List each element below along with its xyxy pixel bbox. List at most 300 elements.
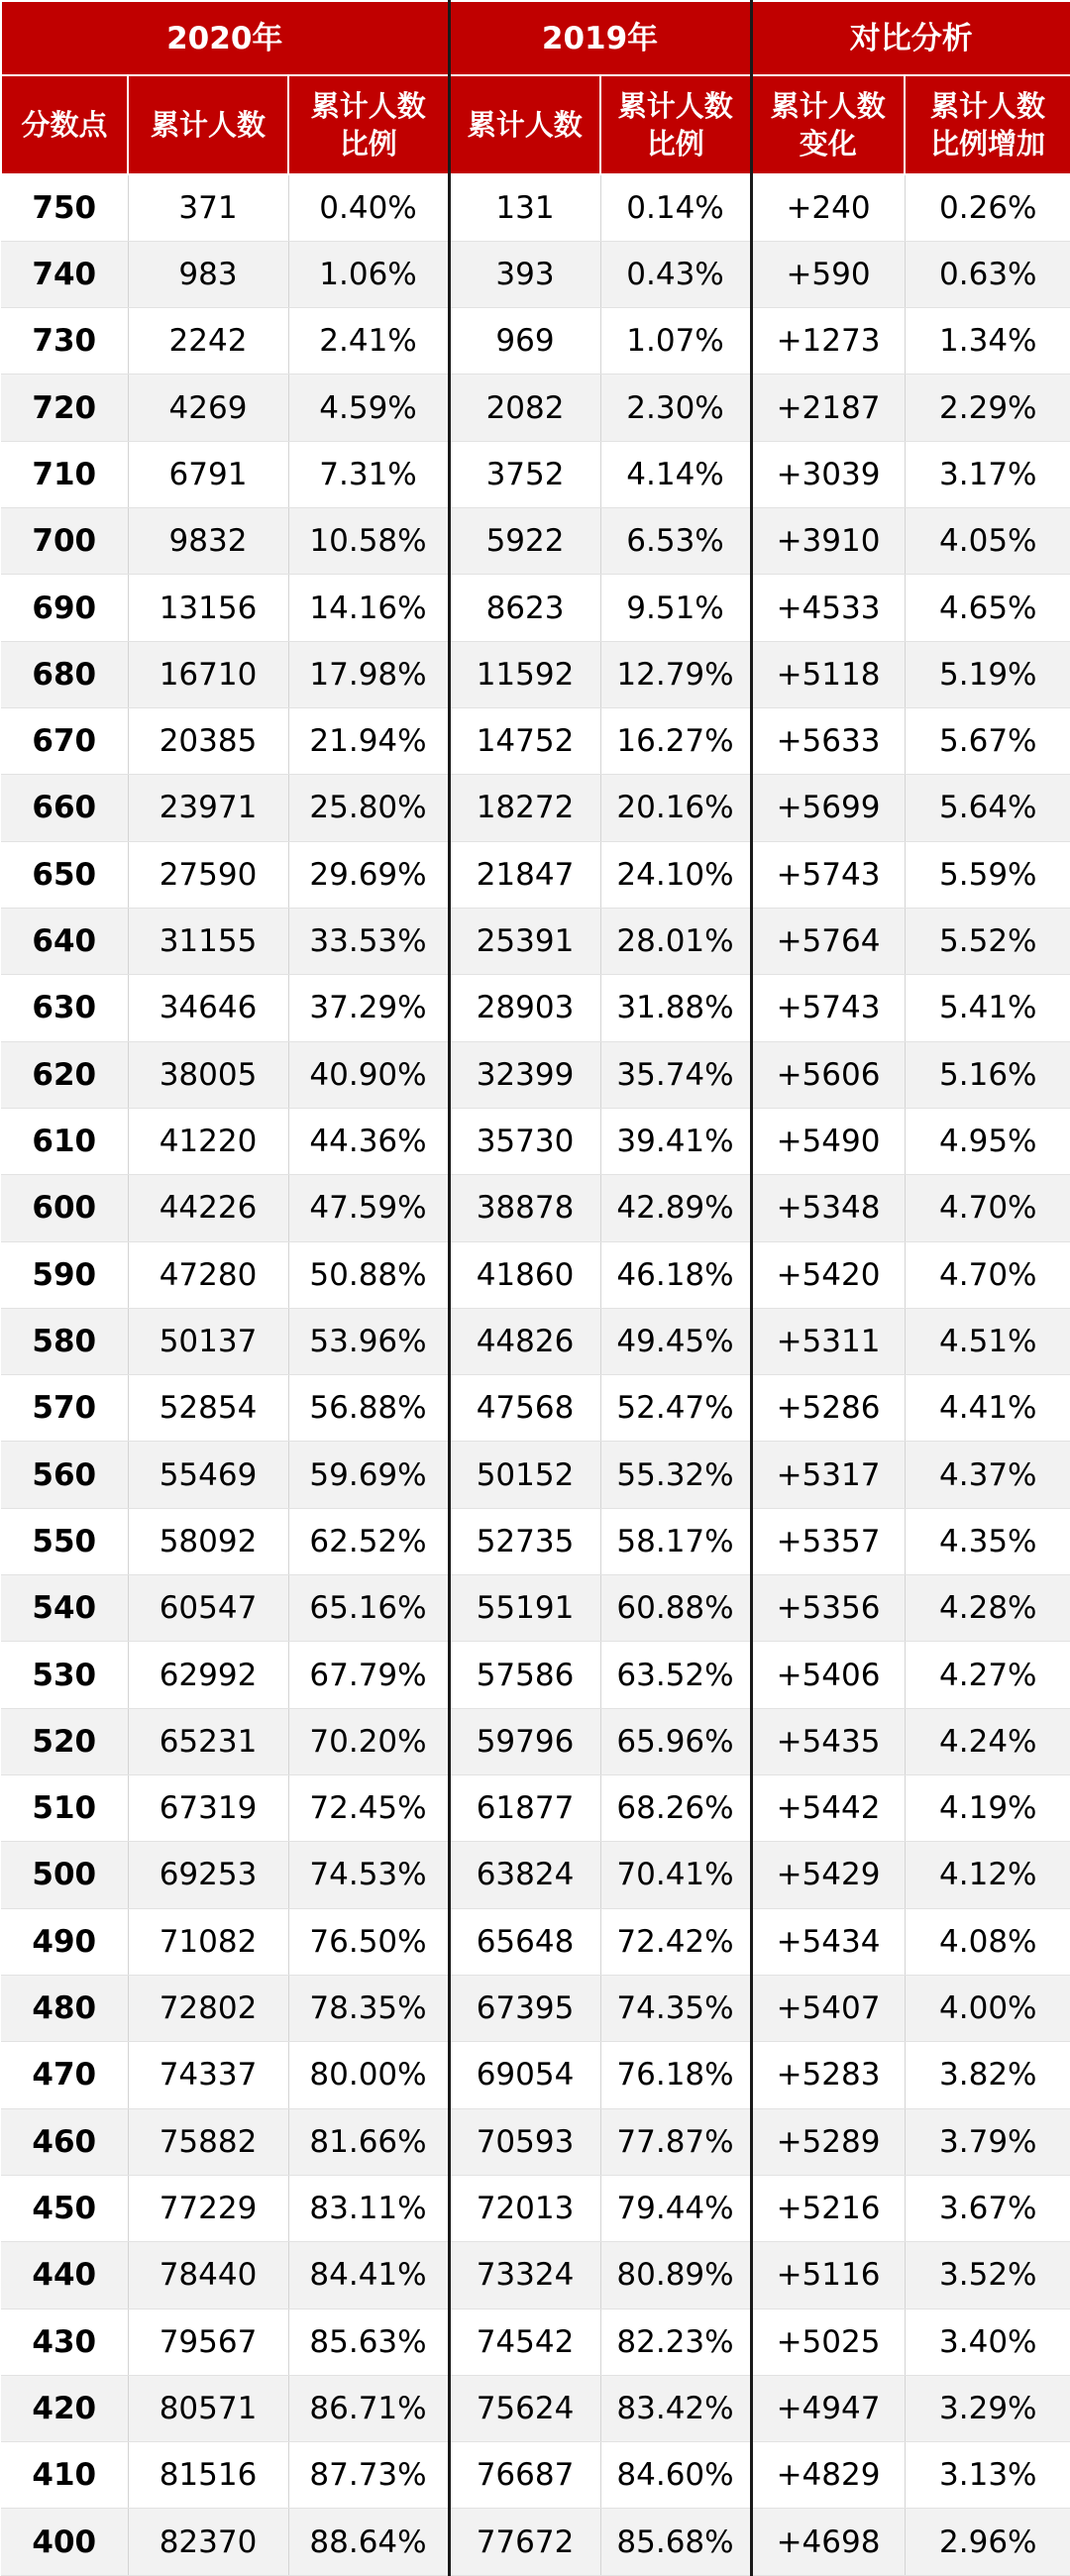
score-cell: 600 xyxy=(1,1175,128,1241)
table-row xyxy=(1,1575,1070,1642)
count-change-cell: +5406 xyxy=(751,1642,905,1708)
count-2020-cell: 4269 xyxy=(128,375,288,441)
group-header-2019: 2019年 xyxy=(449,1,751,75)
ratio-2019-cell: 63.52% xyxy=(600,1642,751,1708)
col-header-count-change xyxy=(751,75,905,174)
table-row xyxy=(1,2308,1070,2375)
count-2020-cell: 58092 xyxy=(128,1508,288,1574)
count-2020-cell: 75882 xyxy=(128,2108,288,2175)
count-change-cell: +5442 xyxy=(751,1775,905,1842)
column-header-row xyxy=(1,75,1070,174)
score-cell: 710 xyxy=(1,441,128,507)
count-2019-cell: 72013 xyxy=(449,2175,600,2241)
score-cell: 440 xyxy=(1,2242,128,2308)
col-header-ratio-2020-line1: 累计人数 xyxy=(310,89,426,123)
ratio-2020-cell: 17.98% xyxy=(288,641,449,707)
score-cell: 740 xyxy=(1,241,128,307)
count-2020-cell: 65231 xyxy=(128,1708,288,1774)
count-change-cell: +5286 xyxy=(751,1375,905,1442)
col-header-ratio-increase-line1: 累计人数 xyxy=(930,89,1046,123)
count-change-cell: +5434 xyxy=(751,1908,905,1975)
ratio-increase-cell: 3.67% xyxy=(905,2175,1070,2241)
ratio-2020-cell: 37.29% xyxy=(288,975,449,1041)
ratio-2019-cell: 0.14% xyxy=(600,174,751,241)
table-row xyxy=(1,375,1070,441)
count-2019-cell: 18272 xyxy=(449,775,600,841)
count-2019-cell: 3752 xyxy=(449,441,600,507)
ratio-2019-cell: 1.07% xyxy=(600,308,751,375)
col-header-ratio-increase xyxy=(905,75,1070,174)
count-2019-cell: 74542 xyxy=(449,2308,600,2375)
table-row xyxy=(1,441,1070,507)
count-2019-cell: 69054 xyxy=(449,2042,600,2108)
ratio-2019-cell: 85.68% xyxy=(600,2509,751,2576)
ratio-2020-cell: 85.63% xyxy=(288,2308,449,2375)
ratio-2019-cell: 55.32% xyxy=(600,1442,751,1508)
count-2020-cell: 82370 xyxy=(128,2509,288,2576)
ratio-increase-cell: 3.13% xyxy=(905,2442,1070,2509)
score-cell: 680 xyxy=(1,641,128,707)
count-2020-cell: 72802 xyxy=(128,1975,288,2041)
score-cell: 510 xyxy=(1,1775,128,1842)
ratio-2019-cell: 0.43% xyxy=(600,241,751,307)
ratio-2020-cell: 56.88% xyxy=(288,1375,449,1442)
count-2020-cell: 31155 xyxy=(128,908,288,974)
ratio-2019-cell: 58.17% xyxy=(600,1508,751,1574)
count-change-cell: +5407 xyxy=(751,1975,905,2041)
col-header-ratio-2019-line1: 累计人数 xyxy=(617,89,733,123)
count-2019-cell: 59796 xyxy=(449,1708,600,1774)
ratio-2019-cell: 74.35% xyxy=(600,1975,751,2041)
count-2019-cell: 70593 xyxy=(449,2108,600,2175)
table-row xyxy=(1,1108,1070,1174)
group-header-2020: 2020年 xyxy=(1,1,449,75)
count-change-cell: +2187 xyxy=(751,375,905,441)
count-2019-cell: 41860 xyxy=(449,1241,600,1308)
count-2019-cell: 50152 xyxy=(449,1442,600,1508)
count-2020-cell: 71082 xyxy=(128,1908,288,1975)
ratio-increase-cell: 4.12% xyxy=(905,1842,1070,1908)
ratio-2019-cell: 9.51% xyxy=(600,575,751,641)
count-2020-cell: 81516 xyxy=(128,2442,288,2509)
table-row xyxy=(1,1041,1070,1108)
table-row xyxy=(1,2175,1070,2241)
ratio-increase-cell: 5.19% xyxy=(905,641,1070,707)
ratio-2019-cell: 24.10% xyxy=(600,841,751,908)
ratio-2020-cell: 70.20% xyxy=(288,1708,449,1774)
score-cell: 630 xyxy=(1,975,128,1041)
count-2019-cell: 57586 xyxy=(449,1642,600,1708)
score-cell: 540 xyxy=(1,1575,128,1642)
score-cell: 530 xyxy=(1,1642,128,1708)
ratio-increase-cell: 4.37% xyxy=(905,1442,1070,1508)
table-row xyxy=(1,2442,1070,2509)
count-change-cell: +3910 xyxy=(751,508,905,575)
ratio-increase-cell: 3.29% xyxy=(905,2375,1070,2441)
count-2020-cell: 52854 xyxy=(128,1375,288,1442)
score-cell: 460 xyxy=(1,2108,128,2175)
score-cell: 520 xyxy=(1,1708,128,1774)
col-header-ratio-2020-line2: 比例 xyxy=(339,127,397,161)
table-body xyxy=(1,174,1070,2576)
score-cell: 730 xyxy=(1,308,128,375)
ratio-2020-cell: 80.00% xyxy=(288,2042,449,2108)
count-2020-cell: 78440 xyxy=(128,2242,288,2308)
count-change-cell: +5317 xyxy=(751,1442,905,1508)
table-row xyxy=(1,1508,1070,1574)
ratio-2019-cell: 4.14% xyxy=(600,441,751,507)
count-2020-cell: 74337 xyxy=(128,2042,288,2108)
count-change-cell: +4829 xyxy=(751,2442,905,2509)
ratio-increase-cell: 4.24% xyxy=(905,1708,1070,1774)
ratio-2020-cell: 67.79% xyxy=(288,1642,449,1708)
table-row xyxy=(1,1975,1070,2041)
count-2020-cell: 50137 xyxy=(128,1308,288,1374)
count-2019-cell: 75624 xyxy=(449,2375,600,2441)
count-change-cell: +5633 xyxy=(751,708,905,775)
ratio-2020-cell: 65.16% xyxy=(288,1575,449,1642)
count-2020-cell: 9832 xyxy=(128,508,288,575)
count-2020-cell: 20385 xyxy=(128,708,288,775)
ratio-increase-cell: 3.40% xyxy=(905,2308,1070,2375)
score-cell: 500 xyxy=(1,1842,128,1908)
table-row xyxy=(1,775,1070,841)
count-2020-cell: 34646 xyxy=(128,975,288,1041)
score-cell: 750 xyxy=(1,174,128,241)
ratio-2019-cell: 77.87% xyxy=(600,2108,751,2175)
score-cell: 690 xyxy=(1,575,128,641)
ratio-2019-cell: 6.53% xyxy=(600,508,751,575)
ratio-increase-cell: 3.79% xyxy=(905,2108,1070,2175)
score-cell: 490 xyxy=(1,1908,128,1975)
count-change-cell: +5116 xyxy=(751,2242,905,2308)
ratio-2020-cell: 33.53% xyxy=(288,908,449,974)
score-cell: 650 xyxy=(1,841,128,908)
count-2019-cell: 2082 xyxy=(449,375,600,441)
score-cell: 420 xyxy=(1,2375,128,2441)
ratio-2020-cell: 84.41% xyxy=(288,2242,449,2308)
count-change-cell: +5348 xyxy=(751,1175,905,1241)
count-2019-cell: 44826 xyxy=(449,1308,600,1374)
score-cell: 410 xyxy=(1,2442,128,2509)
ratio-increase-cell: 5.16% xyxy=(905,1041,1070,1108)
count-2020-cell: 41220 xyxy=(128,1108,288,1174)
table-row xyxy=(1,508,1070,575)
ratio-2020-cell: 74.53% xyxy=(288,1842,449,1908)
ratio-2020-cell: 21.94% xyxy=(288,708,449,775)
count-2019-cell: 55191 xyxy=(449,1575,600,1642)
ratio-2020-cell: 81.66% xyxy=(288,2108,449,2175)
table-row xyxy=(1,975,1070,1041)
ratio-2019-cell: 68.26% xyxy=(600,1775,751,1842)
score-cell: 590 xyxy=(1,1241,128,1308)
ratio-increase-cell: 4.35% xyxy=(905,1508,1070,1574)
ratio-2020-cell: 7.31% xyxy=(288,441,449,507)
count-2020-cell: 23971 xyxy=(128,775,288,841)
count-2019-cell: 47568 xyxy=(449,1375,600,1442)
ratio-2019-cell: 35.74% xyxy=(600,1041,751,1108)
ratio-increase-cell: 4.51% xyxy=(905,1308,1070,1374)
count-change-cell: +590 xyxy=(751,241,905,307)
table-row xyxy=(1,1775,1070,1842)
count-2020-cell: 2242 xyxy=(128,308,288,375)
count-change-cell: +1273 xyxy=(751,308,905,375)
col-header-ratio-increase-line2: 比例增加 xyxy=(930,127,1046,161)
score-cell: 620 xyxy=(1,1041,128,1108)
count-2019-cell: 11592 xyxy=(449,641,600,707)
count-change-cell: +5743 xyxy=(751,841,905,908)
ratio-2020-cell: 72.45% xyxy=(288,1775,449,1842)
ratio-increase-cell: 1.34% xyxy=(905,308,1070,375)
ratio-increase-cell: 5.52% xyxy=(905,908,1070,974)
table-row xyxy=(1,1375,1070,1442)
ratio-2019-cell: 28.01% xyxy=(600,908,751,974)
ratio-2020-cell: 47.59% xyxy=(288,1175,449,1241)
table-row xyxy=(1,575,1070,641)
ratio-increase-cell: 4.27% xyxy=(905,1642,1070,1708)
col-header-count-2020: 累计人数 xyxy=(128,75,288,174)
ratio-2020-cell: 62.52% xyxy=(288,1508,449,1574)
count-change-cell: +5490 xyxy=(751,1108,905,1174)
ratio-2020-cell: 87.73% xyxy=(288,2442,449,2509)
count-change-cell: +5025 xyxy=(751,2308,905,2375)
table-row xyxy=(1,708,1070,775)
table-row xyxy=(1,1842,1070,1908)
score-cell: 580 xyxy=(1,1308,128,1374)
ratio-increase-cell: 0.26% xyxy=(905,174,1070,241)
score-cell: 610 xyxy=(1,1108,128,1174)
ratio-2020-cell: 86.71% xyxy=(288,2375,449,2441)
count-2020-cell: 62992 xyxy=(128,1642,288,1708)
ratio-2020-cell: 53.96% xyxy=(288,1308,449,1374)
count-2019-cell: 32399 xyxy=(449,1041,600,1108)
table-row xyxy=(1,174,1070,241)
count-2019-cell: 76687 xyxy=(449,2442,600,2509)
count-2020-cell: 13156 xyxy=(128,575,288,641)
ratio-2020-cell: 50.88% xyxy=(288,1241,449,1308)
table-row xyxy=(1,1442,1070,1508)
ratio-2020-cell: 4.59% xyxy=(288,375,449,441)
count-2019-cell: 61877 xyxy=(449,1775,600,1842)
ratio-2019-cell: 76.18% xyxy=(600,2042,751,2108)
count-2020-cell: 67319 xyxy=(128,1775,288,1842)
count-2020-cell: 47280 xyxy=(128,1241,288,1308)
col-header-ratio-2020 xyxy=(288,75,449,174)
count-2020-cell: 6791 xyxy=(128,441,288,507)
table-row xyxy=(1,2375,1070,2441)
table-row xyxy=(1,1308,1070,1374)
count-2020-cell: 77229 xyxy=(128,2175,288,2241)
count-change-cell: +5356 xyxy=(751,1575,905,1642)
count-2020-cell: 69253 xyxy=(128,1842,288,1908)
count-2020-cell: 60547 xyxy=(128,1575,288,1642)
group-header-compare: 对比分析 xyxy=(751,1,1070,75)
ratio-increase-cell: 2.29% xyxy=(905,375,1070,441)
count-change-cell: +5311 xyxy=(751,1308,905,1374)
count-2019-cell: 67395 xyxy=(449,1975,600,2041)
ratio-2019-cell: 80.89% xyxy=(600,2242,751,2308)
score-cell: 480 xyxy=(1,1975,128,2041)
ratio-2020-cell: 14.16% xyxy=(288,575,449,641)
count-2019-cell: 77672 xyxy=(449,2509,600,2576)
score-cell: 720 xyxy=(1,375,128,441)
col-header-ratio-2019 xyxy=(600,75,751,174)
count-change-cell: +5743 xyxy=(751,975,905,1041)
ratio-2019-cell: 12.79% xyxy=(600,641,751,707)
count-change-cell: +5118 xyxy=(751,641,905,707)
ratio-2019-cell: 46.18% xyxy=(600,1241,751,1308)
ratio-2020-cell: 29.69% xyxy=(288,841,449,908)
count-2020-cell: 38005 xyxy=(128,1041,288,1108)
score-cell: 570 xyxy=(1,1375,128,1442)
ratio-increase-cell: 2.96% xyxy=(905,2509,1070,2576)
count-2019-cell: 393 xyxy=(449,241,600,307)
table-row xyxy=(1,1175,1070,1241)
count-2020-cell: 44226 xyxy=(128,1175,288,1241)
count-2019-cell: 52735 xyxy=(449,1508,600,1574)
ratio-2019-cell: 72.42% xyxy=(600,1908,751,1975)
table-row xyxy=(1,241,1070,307)
count-change-cell: +5699 xyxy=(751,775,905,841)
col-header-count-change-line2: 变化 xyxy=(799,127,857,161)
score-cell: 640 xyxy=(1,908,128,974)
count-change-cell: +5289 xyxy=(751,2108,905,2175)
ratio-2020-cell: 25.80% xyxy=(288,775,449,841)
ratio-2019-cell: 82.23% xyxy=(600,2308,751,2375)
count-2019-cell: 63824 xyxy=(449,1842,600,1908)
count-change-cell: +5435 xyxy=(751,1708,905,1774)
count-2020-cell: 983 xyxy=(128,241,288,307)
ratio-2019-cell: 52.47% xyxy=(600,1375,751,1442)
ratio-increase-cell: 3.17% xyxy=(905,441,1070,507)
count-change-cell: +5764 xyxy=(751,908,905,974)
ratio-increase-cell: 5.59% xyxy=(905,841,1070,908)
count-2019-cell: 8623 xyxy=(449,575,600,641)
group-header-row xyxy=(1,1,1070,75)
table-row xyxy=(1,1642,1070,1708)
ratio-increase-cell: 4.70% xyxy=(905,1241,1070,1308)
count-2020-cell: 55469 xyxy=(128,1442,288,1508)
ratio-increase-cell: 4.65% xyxy=(905,575,1070,641)
ratio-increase-cell: 4.70% xyxy=(905,1175,1070,1241)
ratio-2020-cell: 40.90% xyxy=(288,1041,449,1108)
table-row xyxy=(1,641,1070,707)
count-2020-cell: 80571 xyxy=(128,2375,288,2441)
ratio-increase-cell: 4.05% xyxy=(905,508,1070,575)
count-2019-cell: 14752 xyxy=(449,708,600,775)
ratio-increase-cell: 4.28% xyxy=(905,1575,1070,1642)
col-header-count-change-line1: 累计人数 xyxy=(770,89,886,123)
ratio-increase-cell: 4.00% xyxy=(905,1975,1070,2041)
ratio-2019-cell: 83.42% xyxy=(600,2375,751,2441)
ratio-2019-cell: 60.88% xyxy=(600,1575,751,1642)
count-2019-cell: 131 xyxy=(449,174,600,241)
ratio-2020-cell: 78.35% xyxy=(288,1975,449,2041)
count-change-cell: +5606 xyxy=(751,1041,905,1108)
score-cell: 550 xyxy=(1,1508,128,1574)
ratio-2020-cell: 83.11% xyxy=(288,2175,449,2241)
count-2019-cell: 73324 xyxy=(449,2242,600,2308)
ratio-increase-cell: 5.41% xyxy=(905,975,1070,1041)
ratio-2020-cell: 0.40% xyxy=(288,174,449,241)
table-row xyxy=(1,1241,1070,1308)
ratio-2020-cell: 88.64% xyxy=(288,2509,449,2576)
ratio-2020-cell: 76.50% xyxy=(288,1908,449,1975)
ratio-increase-cell: 3.82% xyxy=(905,2042,1070,2108)
ratio-2020-cell: 59.69% xyxy=(288,1442,449,1508)
count-2019-cell: 35730 xyxy=(449,1108,600,1174)
count-2020-cell: 27590 xyxy=(128,841,288,908)
count-change-cell: +5357 xyxy=(751,1508,905,1574)
score-cell: 560 xyxy=(1,1442,128,1508)
count-change-cell: +5420 xyxy=(751,1241,905,1308)
ratio-increase-cell: 5.64% xyxy=(905,775,1070,841)
count-change-cell: +240 xyxy=(751,174,905,241)
ratio-2019-cell: 31.88% xyxy=(600,975,751,1041)
col-header-score: 分数点 xyxy=(1,75,128,174)
ratio-increase-cell: 4.19% xyxy=(905,1775,1070,1842)
score-cell: 430 xyxy=(1,2308,128,2375)
ratio-2019-cell: 16.27% xyxy=(600,708,751,775)
ratio-increase-cell: 4.08% xyxy=(905,1908,1070,1975)
count-change-cell: +4698 xyxy=(751,2509,905,2576)
table-row xyxy=(1,2509,1070,2576)
table-row xyxy=(1,1708,1070,1774)
table-row xyxy=(1,2108,1070,2175)
col-header-count-2019: 累计人数 xyxy=(449,75,600,174)
count-change-cell: +3039 xyxy=(751,441,905,507)
count-change-cell: +4947 xyxy=(751,2375,905,2441)
count-change-cell: +4533 xyxy=(751,575,905,641)
count-2020-cell: 79567 xyxy=(128,2308,288,2375)
ratio-increase-cell: 0.63% xyxy=(905,241,1070,307)
count-2019-cell: 969 xyxy=(449,308,600,375)
count-2020-cell: 371 xyxy=(128,174,288,241)
score-cell: 660 xyxy=(1,775,128,841)
ratio-2019-cell: 84.60% xyxy=(600,2442,751,2509)
ratio-2019-cell: 70.41% xyxy=(600,1842,751,1908)
score-cell: 700 xyxy=(1,508,128,575)
count-2019-cell: 65648 xyxy=(449,1908,600,1975)
col-header-ratio-2019-line2: 比例 xyxy=(646,127,704,161)
count-2019-cell: 25391 xyxy=(449,908,600,974)
table-row xyxy=(1,841,1070,908)
ratio-2019-cell: 39.41% xyxy=(600,1108,751,1174)
score-cell: 400 xyxy=(1,2509,128,2576)
ratio-increase-cell: 4.41% xyxy=(905,1375,1070,1442)
ratio-2019-cell: 42.89% xyxy=(600,1175,751,1241)
ratio-2019-cell: 2.30% xyxy=(600,375,751,441)
score-cell: 470 xyxy=(1,2042,128,2108)
ratio-2020-cell: 2.41% xyxy=(288,308,449,375)
ratio-2019-cell: 79.44% xyxy=(600,2175,751,2241)
ratio-2019-cell: 49.45% xyxy=(600,1308,751,1374)
count-2019-cell: 28903 xyxy=(449,975,600,1041)
ratio-2020-cell: 10.58% xyxy=(288,508,449,575)
count-2019-cell: 38878 xyxy=(449,1175,600,1241)
ratio-2019-cell: 65.96% xyxy=(600,1708,751,1774)
ratio-2020-cell: 44.36% xyxy=(288,1108,449,1174)
count-2019-cell: 5922 xyxy=(449,508,600,575)
ratio-2020-cell: 1.06% xyxy=(288,241,449,307)
score-cell: 450 xyxy=(1,2175,128,2241)
score-cell: 670 xyxy=(1,708,128,775)
table-row xyxy=(1,2242,1070,2308)
ratio-2019-cell: 20.16% xyxy=(600,775,751,841)
count-change-cell: +5429 xyxy=(751,1842,905,1908)
count-change-cell: +5216 xyxy=(751,2175,905,2241)
ratio-increase-cell: 3.52% xyxy=(905,2242,1070,2308)
